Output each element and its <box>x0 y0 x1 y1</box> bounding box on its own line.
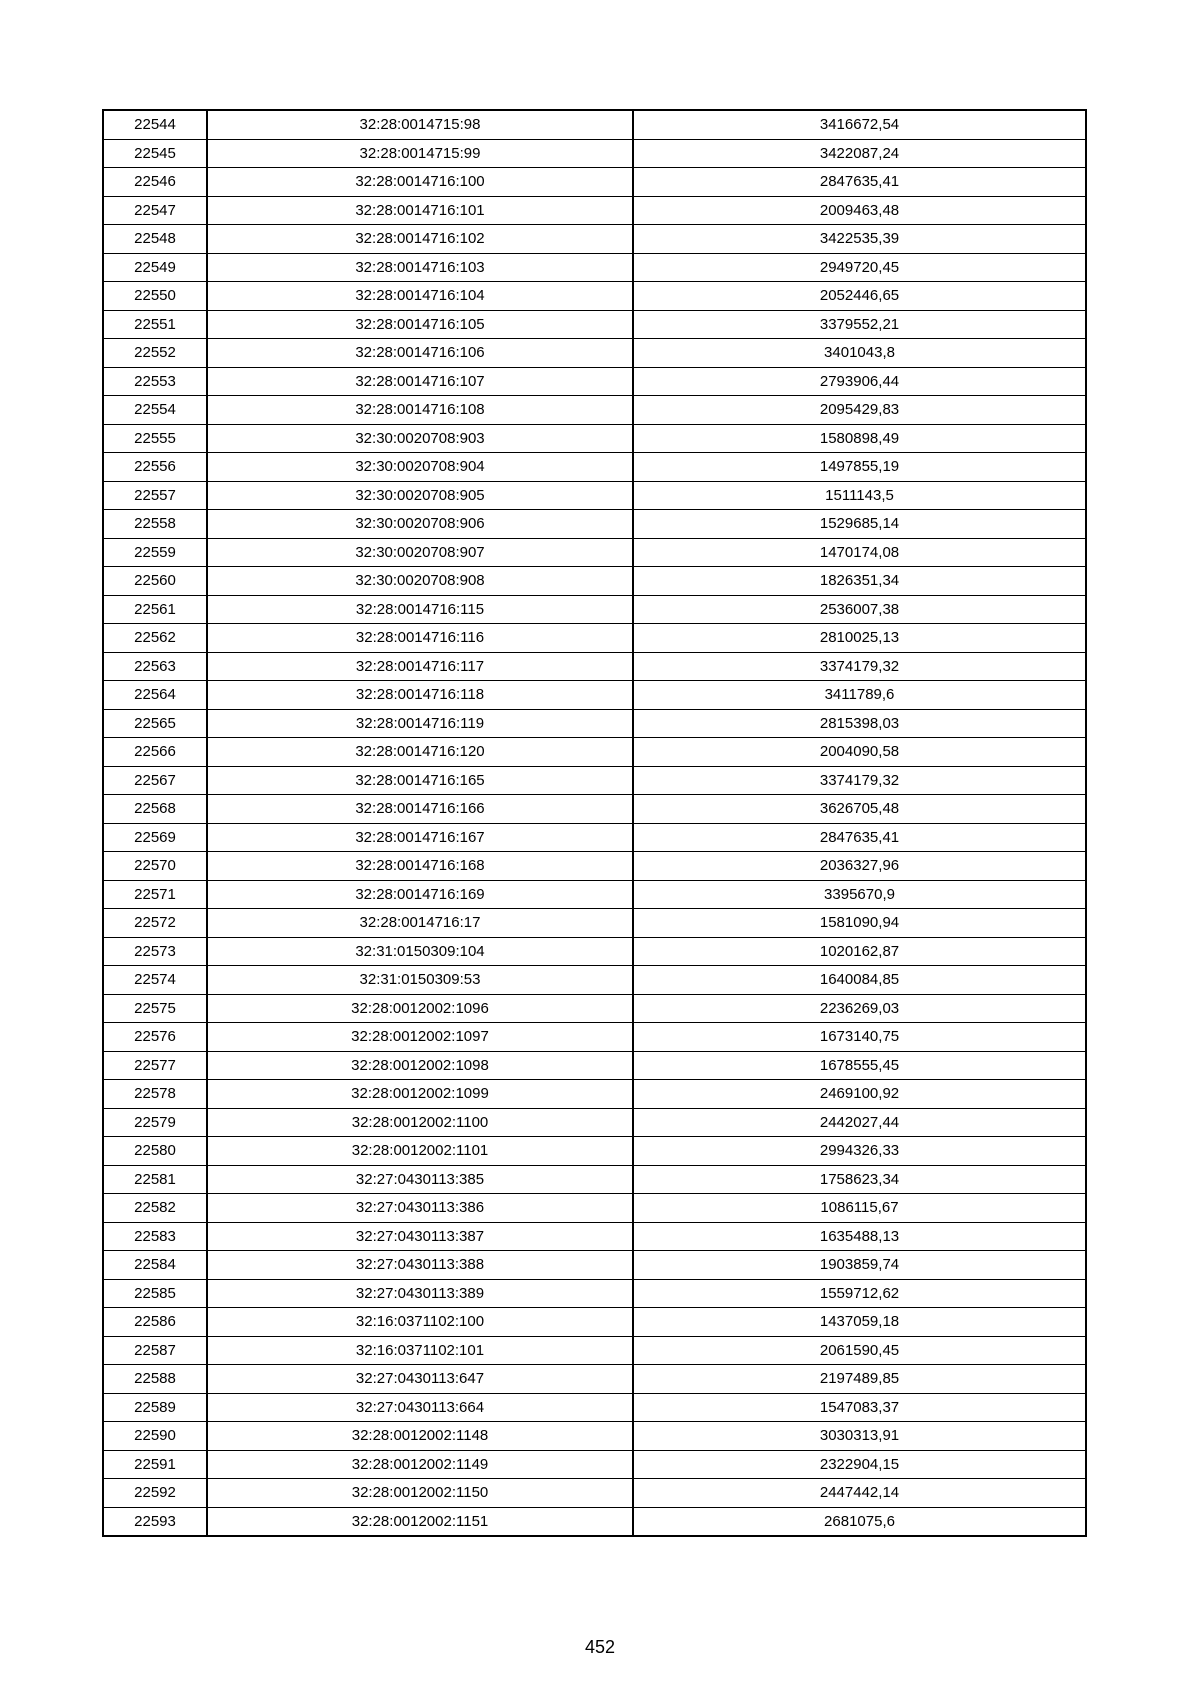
row-number-cell: 22558 <box>103 510 207 539</box>
row-number-cell: 22591 <box>103 1450 207 1479</box>
cadastral-number-cell: 32:30:0020708:905 <box>207 481 633 510</box>
table-row <box>103 1165 1086 1194</box>
row-number-cell: 22570 <box>103 852 207 881</box>
cadastral-value-cell: 1826351,34 <box>633 567 1086 596</box>
cadastral-value-cell: 2815398,03 <box>633 709 1086 738</box>
table-row <box>103 1051 1086 1080</box>
row-number-cell: 22554 <box>103 396 207 425</box>
cadastral-value-cell: 2994326,33 <box>633 1137 1086 1166</box>
cadastral-value-cell: 1511143,5 <box>633 481 1086 510</box>
table-row <box>103 880 1086 909</box>
cadastral-value-cell: 2847635,41 <box>633 823 1086 852</box>
row-number-cell: 22551 <box>103 310 207 339</box>
row-number-cell: 22577 <box>103 1051 207 1080</box>
table-row <box>103 994 1086 1023</box>
row-number-cell: 22576 <box>103 1023 207 1052</box>
cadastral-value-cell: 2681075,6 <box>633 1507 1086 1536</box>
row-number-cell: 22585 <box>103 1279 207 1308</box>
cadastral-number-cell: 32:27:0430113:389 <box>207 1279 633 1308</box>
cadastral-value-cell: 2442027,44 <box>633 1108 1086 1137</box>
cadastral-number-cell: 32:28:0014716:120 <box>207 738 633 767</box>
row-number-cell: 22567 <box>103 766 207 795</box>
table-row <box>103 168 1086 197</box>
table-row <box>103 567 1086 596</box>
cadastral-number-cell: 32:28:0014716:167 <box>207 823 633 852</box>
table-row <box>103 1393 1086 1422</box>
cadastral-value-cell: 1640084,85 <box>633 966 1086 995</box>
table-row <box>103 909 1086 938</box>
table-body <box>103 110 1086 1536</box>
cadastral-value-cell: 1547083,37 <box>633 1393 1086 1422</box>
cadastral-number-cell: 32:27:0430113:386 <box>207 1194 633 1223</box>
table-row <box>103 225 1086 254</box>
row-number-cell: 22578 <box>103 1080 207 1109</box>
cadastral-number-cell: 32:28:0012002:1151 <box>207 1507 633 1536</box>
table-row <box>103 310 1086 339</box>
table-row <box>103 139 1086 168</box>
cadastral-value-cell: 1678555,45 <box>633 1051 1086 1080</box>
row-number-cell: 22550 <box>103 282 207 311</box>
table-row <box>103 624 1086 653</box>
row-number-cell: 22545 <box>103 139 207 168</box>
table-row <box>103 396 1086 425</box>
cadastral-value-cell: 1903859,74 <box>633 1251 1086 1280</box>
cadastral-number-cell: 32:28:0014716:169 <box>207 880 633 909</box>
cadastral-number-cell: 32:30:0020708:907 <box>207 538 633 567</box>
page-number: 452 <box>584 1637 616 1657</box>
cadastral-value-cell: 3422087,24 <box>633 139 1086 168</box>
row-number-cell: 22592 <box>103 1479 207 1508</box>
table-row <box>103 1279 1086 1308</box>
cadastral-number-cell: 32:28:0012002:1149 <box>207 1450 633 1479</box>
table-row <box>103 367 1086 396</box>
cadastral-value-cell: 1581090,94 <box>633 909 1086 938</box>
cadastral-number-cell: 32:28:0014716:105 <box>207 310 633 339</box>
table-row <box>103 1365 1086 1394</box>
table-row <box>103 1507 1086 1536</box>
table-row <box>103 538 1086 567</box>
table-row <box>103 966 1086 995</box>
cadastral-number-cell: 32:28:0012002:1148 <box>207 1422 633 1451</box>
table-row <box>103 453 1086 482</box>
table-row <box>103 1308 1086 1337</box>
cadastral-value-cell: 1529685,14 <box>633 510 1086 539</box>
cadastral-number-cell: 32:28:0014716:118 <box>207 681 633 710</box>
cadastral-value-cell: 2004090,58 <box>633 738 1086 767</box>
table-row <box>103 481 1086 510</box>
row-number-cell: 22544 <box>103 110 207 139</box>
cadastral-value-cell: 2197489,85 <box>633 1365 1086 1394</box>
cadastral-number-cell: 32:28:0014716:107 <box>207 367 633 396</box>
cadastral-number-cell: 32:28:0014716:17 <box>207 909 633 938</box>
cadastral-value-cell: 1559712,62 <box>633 1279 1086 1308</box>
cadastral-number-cell: 32:28:0012002:1099 <box>207 1080 633 1109</box>
row-number-cell: 22565 <box>103 709 207 738</box>
cadastral-number-cell: 32:28:0014716:103 <box>207 253 633 282</box>
row-number-cell: 22582 <box>103 1194 207 1223</box>
cadastral-value-cell: 1673140,75 <box>633 1023 1086 1052</box>
cadastral-number-cell: 32:28:0014716:104 <box>207 282 633 311</box>
cadastral-value-cell: 2810025,13 <box>633 624 1086 653</box>
cadastral-number-cell: 32:30:0020708:903 <box>207 424 633 453</box>
cadastral-value-cell: 2536007,38 <box>633 595 1086 624</box>
cadastral-value-cell: 1635488,13 <box>633 1222 1086 1251</box>
row-number-cell: 22553 <box>103 367 207 396</box>
cadastral-number-cell: 32:31:0150309:104 <box>207 937 633 966</box>
cadastral-number-cell: 32:28:0014716:101 <box>207 196 633 225</box>
row-number-cell: 22548 <box>103 225 207 254</box>
row-number-cell: 22561 <box>103 595 207 624</box>
table-row <box>103 1194 1086 1223</box>
row-number-cell: 22549 <box>103 253 207 282</box>
table-row <box>103 1137 1086 1166</box>
row-number-cell: 22571 <box>103 880 207 909</box>
row-number-cell: 22568 <box>103 795 207 824</box>
row-number-cell: 22579 <box>103 1108 207 1137</box>
table-row <box>103 339 1086 368</box>
row-number-cell: 22557 <box>103 481 207 510</box>
cadastral-number-cell: 32:28:0014715:98 <box>207 110 633 139</box>
cadastral-value-cell: 1020162,87 <box>633 937 1086 966</box>
cadastral-value-cell: 1470174,08 <box>633 538 1086 567</box>
row-number-cell: 22590 <box>103 1422 207 1451</box>
row-number-cell: 22586 <box>103 1308 207 1337</box>
row-number-cell: 22572 <box>103 909 207 938</box>
cadastral-number-cell: 32:28:0014716:119 <box>207 709 633 738</box>
cadastral-value-cell: 2095429,83 <box>633 396 1086 425</box>
table-row <box>103 510 1086 539</box>
table-row <box>103 823 1086 852</box>
row-number-cell: 22581 <box>103 1165 207 1194</box>
cadastral-number-cell: 32:30:0020708:908 <box>207 567 633 596</box>
cadastral-value-cell: 2469100,92 <box>633 1080 1086 1109</box>
cadastral-value-cell: 1437059,18 <box>633 1308 1086 1337</box>
table-row <box>103 1450 1086 1479</box>
table-row <box>103 253 1086 282</box>
cadastral-value-cell: 2447442,14 <box>633 1479 1086 1508</box>
table-row <box>103 1251 1086 1280</box>
cadastral-value-table <box>102 109 1087 1537</box>
table-row <box>103 1080 1086 1109</box>
row-number-cell: 22562 <box>103 624 207 653</box>
row-number-cell: 22573 <box>103 937 207 966</box>
table-row <box>103 282 1086 311</box>
table-row <box>103 595 1086 624</box>
row-number-cell: 22589 <box>103 1393 207 1422</box>
cadastral-value-cell: 2793906,44 <box>633 367 1086 396</box>
table-row <box>103 1479 1086 1508</box>
row-number-cell: 22593 <box>103 1507 207 1536</box>
row-number-cell: 22566 <box>103 738 207 767</box>
cadastral-value-cell: 1497855,19 <box>633 453 1086 482</box>
row-number-cell: 22559 <box>103 538 207 567</box>
cadastral-number-cell: 32:28:0014716:165 <box>207 766 633 795</box>
cadastral-number-cell: 32:27:0430113:664 <box>207 1393 633 1422</box>
cadastral-number-cell: 32:28:0014716:102 <box>207 225 633 254</box>
cadastral-value-cell: 3416672,54 <box>633 110 1086 139</box>
cadastral-number-cell: 32:28:0014716:117 <box>207 652 633 681</box>
row-number-cell: 22588 <box>103 1365 207 1394</box>
cadastral-number-cell: 32:28:0014716:100 <box>207 168 633 197</box>
table-row <box>103 766 1086 795</box>
cadastral-value-cell: 1758623,34 <box>633 1165 1086 1194</box>
cadastral-value-cell: 2052446,65 <box>633 282 1086 311</box>
cadastral-value-cell: 1086115,67 <box>633 1194 1086 1223</box>
table-row <box>103 852 1086 881</box>
table-row <box>103 709 1086 738</box>
cadastral-number-cell: 32:28:0014716:168 <box>207 852 633 881</box>
table-row <box>103 1222 1086 1251</box>
table-row <box>103 1422 1086 1451</box>
cadastral-number-cell: 32:28:0014716:166 <box>207 795 633 824</box>
cadastral-number-cell: 32:27:0430113:388 <box>207 1251 633 1280</box>
row-number-cell: 22584 <box>103 1251 207 1280</box>
cadastral-number-cell: 32:28:0012002:1096 <box>207 994 633 1023</box>
cadastral-value-cell: 2847635,41 <box>633 168 1086 197</box>
table-row <box>103 196 1086 225</box>
table-row <box>103 681 1086 710</box>
table-row <box>103 1336 1086 1365</box>
table-row <box>103 1108 1086 1137</box>
cadastral-value-cell: 3374179,32 <box>633 766 1086 795</box>
table-row <box>103 652 1086 681</box>
cadastral-number-cell: 32:16:0371102:100 <box>207 1308 633 1337</box>
cadastral-value-cell: 3401043,8 <box>633 339 1086 368</box>
cadastral-number-cell: 32:28:0014716:106 <box>207 339 633 368</box>
table-row <box>103 424 1086 453</box>
cadastral-number-cell: 32:28:0012002:1100 <box>207 1108 633 1137</box>
cadastral-value-cell: 3422535,39 <box>633 225 1086 254</box>
row-number-cell: 22552 <box>103 339 207 368</box>
cadastral-value-cell: 2036327,96 <box>633 852 1086 881</box>
table-row <box>103 795 1086 824</box>
row-number-cell: 22546 <box>103 168 207 197</box>
cadastral-number-cell: 32:30:0020708:906 <box>207 510 633 539</box>
row-number-cell: 22569 <box>103 823 207 852</box>
cadastral-number-cell: 32:28:0014715:99 <box>207 139 633 168</box>
cadastral-number-cell: 32:28:0012002:1098 <box>207 1051 633 1080</box>
row-number-cell: 22563 <box>103 652 207 681</box>
cadastral-number-cell: 32:16:0371102:101 <box>207 1336 633 1365</box>
cadastral-number-cell: 32:28:0014716:108 <box>207 396 633 425</box>
cadastral-number-cell: 32:27:0430113:387 <box>207 1222 633 1251</box>
cadastral-number-cell: 32:28:0014716:116 <box>207 624 633 653</box>
table-row <box>103 1023 1086 1052</box>
cadastral-value-cell: 3374179,32 <box>633 652 1086 681</box>
cadastral-value-cell: 1580898,49 <box>633 424 1086 453</box>
cadastral-number-cell: 32:30:0020708:904 <box>207 453 633 482</box>
table-row <box>103 937 1086 966</box>
row-number-cell: 22556 <box>103 453 207 482</box>
cadastral-value-cell: 2949720,45 <box>633 253 1086 282</box>
cadastral-value-cell: 2322904,15 <box>633 1450 1086 1479</box>
row-number-cell: 22580 <box>103 1137 207 1166</box>
cadastral-value-cell: 3411789,6 <box>633 681 1086 710</box>
row-number-cell: 22564 <box>103 681 207 710</box>
cadastral-value-cell: 3626705,48 <box>633 795 1086 824</box>
table-row <box>103 110 1086 139</box>
cadastral-number-cell: 32:28:0014716:115 <box>207 595 633 624</box>
cadastral-value-cell: 2061590,45 <box>633 1336 1086 1365</box>
row-number-cell: 22583 <box>103 1222 207 1251</box>
row-number-cell: 22587 <box>103 1336 207 1365</box>
cadastral-value-cell: 3395670,9 <box>633 880 1086 909</box>
cadastral-number-cell: 32:31:0150309:53 <box>207 966 633 995</box>
cadastral-number-cell: 32:27:0430113:647 <box>207 1365 633 1394</box>
table-row <box>103 738 1086 767</box>
cadastral-value-cell: 3030313,91 <box>633 1422 1086 1451</box>
cadastral-number-cell: 32:28:0012002:1097 <box>207 1023 633 1052</box>
row-number-cell: 22547 <box>103 196 207 225</box>
cadastral-number-cell: 32:28:0012002:1150 <box>207 1479 633 1508</box>
cadastral-value-cell: 3379552,21 <box>633 310 1086 339</box>
row-number-cell: 22560 <box>103 567 207 596</box>
cadastral-value-cell: 2009463,48 <box>633 196 1086 225</box>
row-number-cell: 22555 <box>103 424 207 453</box>
row-number-cell: 22575 <box>103 994 207 1023</box>
cadastral-value-cell: 2236269,03 <box>633 994 1086 1023</box>
cadastral-number-cell: 32:27:0430113:385 <box>207 1165 633 1194</box>
cadastral-number-cell: 32:28:0012002:1101 <box>207 1137 633 1166</box>
row-number-cell: 22574 <box>103 966 207 995</box>
